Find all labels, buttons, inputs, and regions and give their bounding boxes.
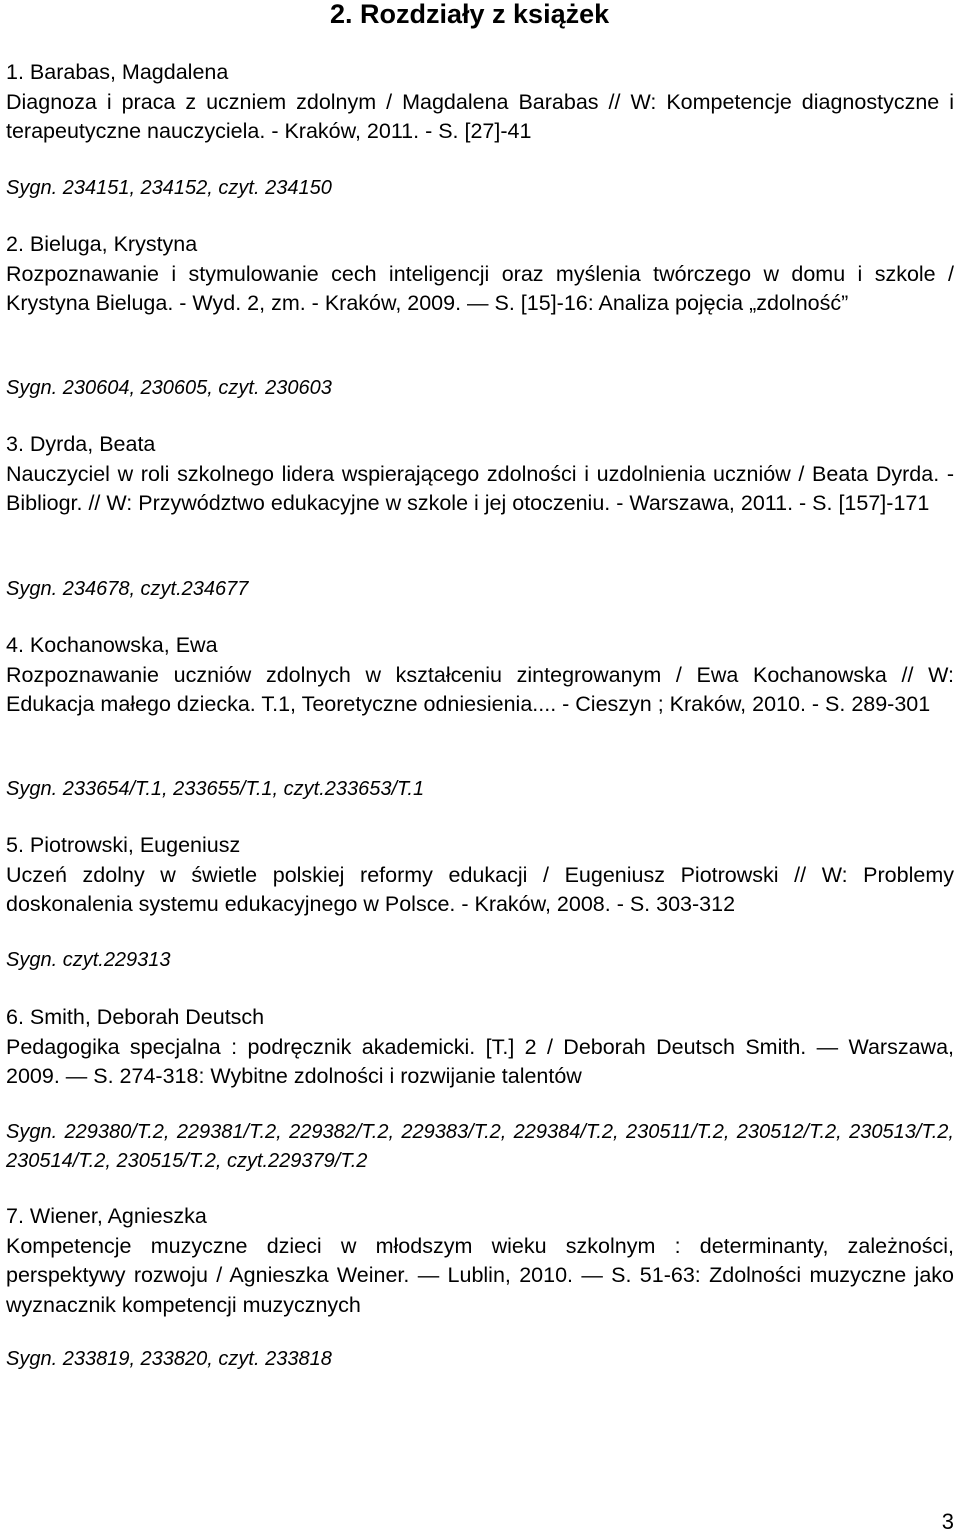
bibliography-entry: [6, 631, 954, 720]
entry-author: 1. Barabas, Magdalena: [6, 60, 229, 84]
bibliography-entry: [6, 831, 954, 920]
entry-author: 3. Dyrda, Beata: [6, 432, 156, 456]
entry-description: Uczeń zdolny w świetle polskiej reformy edukacji / Eugeniusz Piotrowski // W: Problemy doskonalenia systemu edukacyjnego w Polsce. - Kraków, 2008. - S. 303-312: [6, 862, 954, 916]
entry-author: 4. Kochanowska, Ewa: [6, 633, 218, 657]
entry-description: Rozpoznawanie i stymulowanie cech inteligencji oraz myślenia twórczego w domu i szkole / Krystyna Bieluga. - Wyd. 2, zm. - Kraków, 2009. — S. [15]-16: Analiza pojęcia „zdolność”: [6, 261, 954, 315]
entry-sygn: Sygn. 230604, 230605, czyt. 230603: [6, 377, 332, 399]
bibliography-entry: [6, 430, 954, 519]
entry-description: Nauczyciel w roli szkolnego lidera wspierającego zdolności i uzdolnienia uczniów / Beata Dyrda. - Bibliogr. // W: Przywództwo edukacyjne w szkole i jej otoczeniu. - Warszawa, 2011. - S. [157]-171: [6, 461, 954, 515]
entry-sygn: Sygn. czyt.229313: [6, 949, 171, 971]
entry-author: 7. Wiener, Agnieszka: [6, 1204, 207, 1228]
section-heading: 2. Rozdziały z książek: [330, 0, 610, 29]
entry-description: Kompetencje muzyczne dzieci w młodszym wieku szkolnym : determinanty, zależności, perspektywy rozwoju / Agnieszka Weiner. — Lublin, 2010. — S. 51-63: Zdolności muzyczne jako wyznacznik kompetencji muzycznych: [6, 1233, 954, 1317]
bibliography-entry: [6, 230, 954, 319]
bibliography-entry: [6, 1003, 954, 1092]
bibliography-entry: [6, 1202, 954, 1320]
entry-sygn: Sygn. 234678, czyt.234677: [6, 578, 249, 600]
entry-sygn: Sygn. 233819, 233820, czyt. 233818: [6, 1348, 332, 1370]
entry-description: Diagnoza i praca z uczniem zdolnym / Magdalena Barabas // W: Kompetencje diagnostyczne i terapeutyczne nauczyciela. - Kraków, 2011. - S. [27]-41: [6, 89, 954, 143]
entry-author: 6. Smith, Deborah Deutsch: [6, 1005, 265, 1029]
entry-sygn: Sygn. 229380/T.2, 229381/T.2, 229382/T.2, 229383/T.2, 229384/T.2, 230511/T.2, 230512/T.2, 230513/T.2, 230514/T.2, 230515/T.2, czyt.229379/T.2: [6, 1121, 954, 1172]
entry-description: Pedagogika specjalna : podręcznik akademicki. [T.] 2 / Deborah Deutsch Smith. — Warszawa, 2009. — S. 274-318: Wybitne zdolności i rozwijanie talentów: [6, 1034, 954, 1088]
entry-author: 5. Piotrowski, Eugeniusz: [6, 833, 241, 857]
entry-sygn: Sygn. 234151, 234152, czyt. 234150: [6, 177, 332, 199]
page-number: 3: [941, 1509, 954, 1534]
entry-description: Rozpoznawanie uczniów zdolnych w kształceniu zintegrowanym / Ewa Kochanowska // W: Edukacja małego dziecka. T.1, Teoretyczne odniesienia.... - Cieszyn ; Kraków, 2010. - S. 289-301: [6, 662, 954, 716]
entry-author: 2. Bieluga, Krystyna: [6, 232, 198, 256]
bibliography-entry: [6, 58, 954, 147]
entry-sygn: Sygn. 233654/T.1, 233655/T.1, czyt.233653/T.1: [6, 778, 425, 800]
